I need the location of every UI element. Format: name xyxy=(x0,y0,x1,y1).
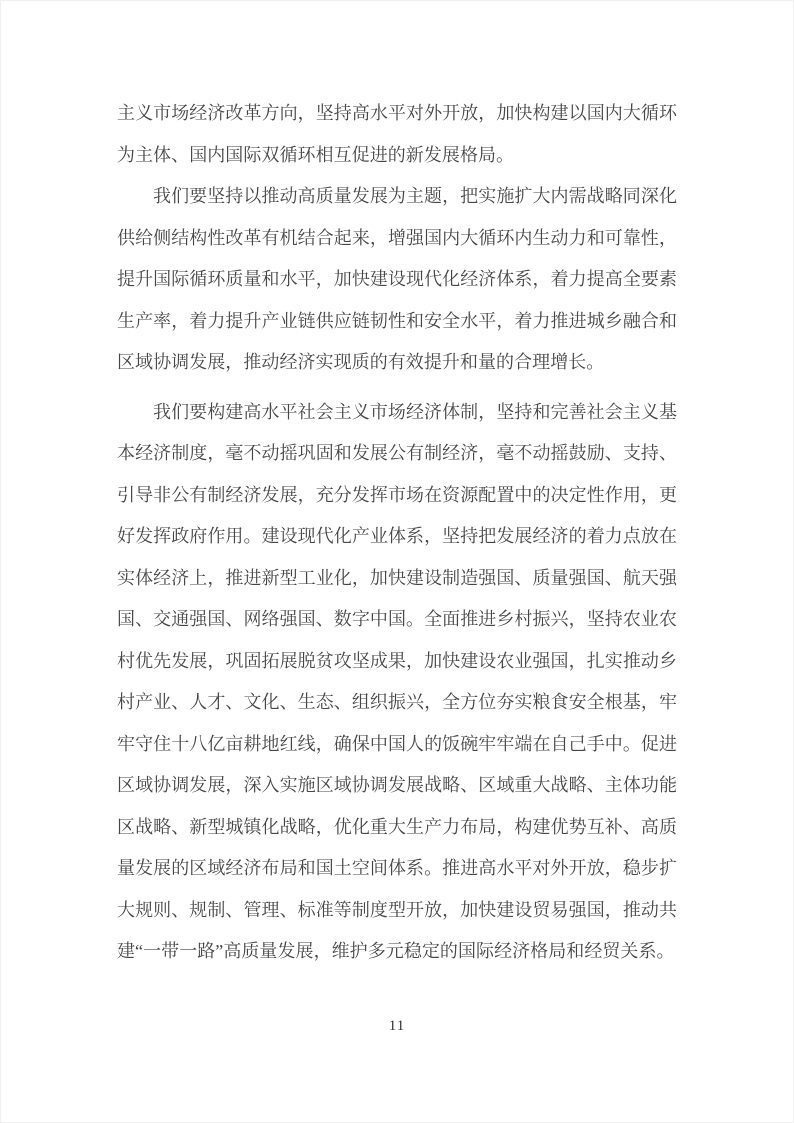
paragraph-market-economy-system: 我们要构建高水平社会主义市场经济体制，坚持和完善社会主义基本经济制度，毫不动摇巩固和发展公有制经济，毫不动摇鼓励、支持、引导非公有制经济发展，充分发挥市场在资源配置中的决定性作用，更好发挥政府作用。建设现代化产业体系，坚持把发展经济的着力点放在实体经济上，推进新型工业化，加快建设制造强国、质量强国、航天强国、交通强国、网络强国、数字中国。全面推进乡村振兴，坚持农业农村优先发展，巩固拓展脱贫攻坚成果，加快建设农业强国，扎实推动乡村产业、人才、文化、生态、组织振兴，全方位夯实粮食安全根基，牢牢守住十八亿亩耕地红线，确保中国人的饭碗牢牢端在自己手中。促进区域协调发展，深入实施区域协调发展战略、区域重大战略、主体功能区战略、新型城镇化战略，优化重大生产力布局，构建优势互补、高质量发展的区域经济布局和国土空间体系。推进高水平对外开放，稳步扩大规则、规制、管理、标准等制度型开放，加快建设贸易强国，推动共建“一带一路”高质量发展，维护多元稳定的国际经济格局和经贸关系。 xyxy=(117,401,677,961)
paragraph-continuation: 主义市场经济改革方向，坚持高水平对外开放，加快构建以国内大循环为主体、国内国际双循环相互促进的新发展格局。 xyxy=(117,103,677,165)
paragraph-high-quality-development: 我们要坚持以推动高质量发展为主题，把实施扩大内需战略同深化供给侧结构性改革有机结合起来，增强国内大循环内生动力和可靠性，提升国际循环质量和水平，加快建设现代化经济体系，着力提高全要素生产率，着力提升产业链供应链韧性和安全水平，着力推进城乡融合和区域协调发展，推动经济实现质的有效提升和量的合理增长。 xyxy=(117,186,677,372)
page-body-text xyxy=(117,93,677,973)
page-number: 11 xyxy=(388,1018,406,1034)
